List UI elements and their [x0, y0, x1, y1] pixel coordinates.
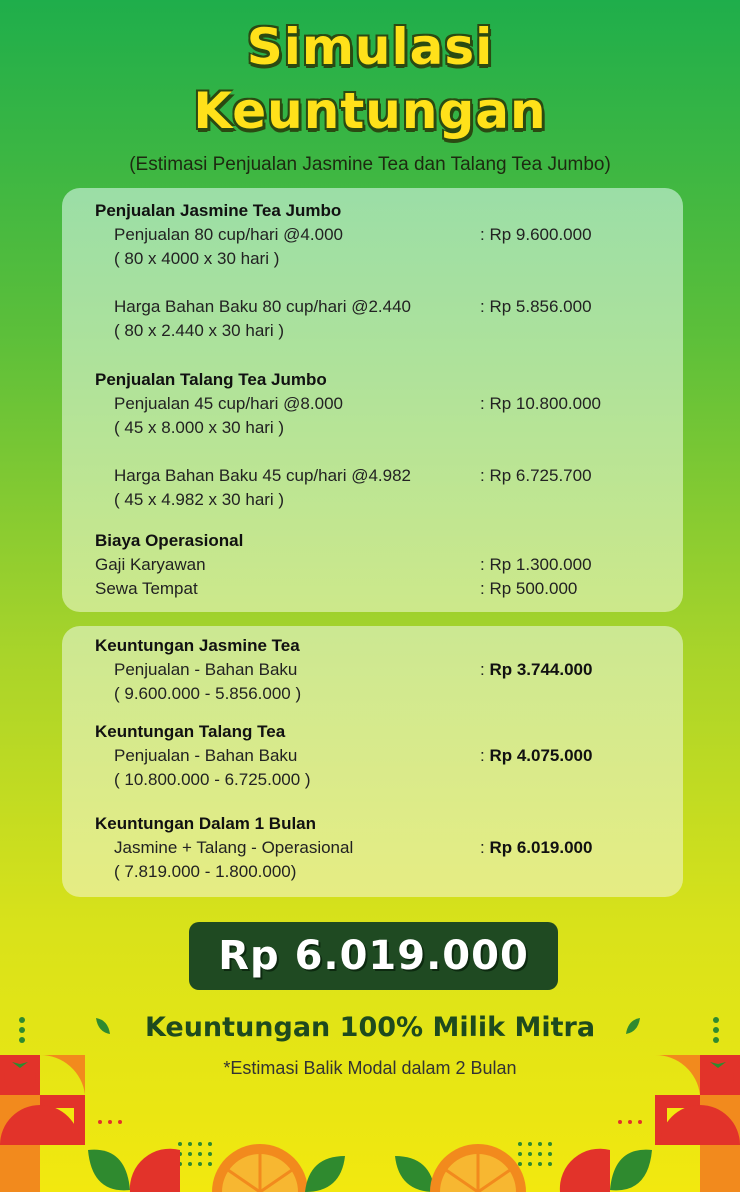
tagline: Keuntungan 100% Milik Mitra: [144, 1012, 596, 1043]
fruit-decoration: [0, 1010, 740, 1192]
month-profit-value: Rp 6.019.000: [489, 838, 593, 857]
talang-sales-heading: Penjualan Talang Tea Jumbo: [95, 370, 327, 389]
ops-salary-label: Gaji Karyawan: [95, 555, 206, 574]
jasmine-sales-value: : Rp 9.600.000: [480, 225, 592, 244]
talang-profit-formula: ( 10.800.000 - 6.725.000 ): [114, 770, 311, 789]
jasmine-cost-formula: ( 80 x 2.440 x 30 hari ): [114, 321, 285, 340]
talang-sales-formula: ( 45 x 8.000 x 30 hari ): [114, 418, 285, 437]
jasmine-sales-label: Penjualan 80 cup/hari @4.000: [114, 225, 343, 244]
jasmine-profit-label: Penjualan - Bahan Baku: [114, 660, 298, 679]
jasmine-sales-formula: ( 80 x 4000 x 30 hari ): [114, 249, 280, 268]
total-amount: Rp 6.019.000: [218, 933, 529, 979]
leaf-center-right-icon: [395, 1156, 435, 1192]
jasmine-cost-value: : Rp 5.856.000: [480, 297, 592, 316]
title-line2: Keuntungan: [193, 82, 547, 140]
jasmine-profit-value: Rp 3.744.000: [489, 660, 593, 679]
colon: :: [480, 838, 490, 857]
leaf-right-icon: [610, 1150, 652, 1191]
leaf-center-left-icon: [305, 1156, 345, 1192]
jasmine-cost-label: Harga Bahan Baku 80 cup/hari @2.440: [114, 297, 412, 316]
dots-right-icon: [713, 1017, 719, 1043]
payback-note: *Estimasi Balik Modal dalam 2 Bulan: [223, 1058, 517, 1078]
talang-cost-label: Harga Bahan Baku 45 cup/hari @4.982: [114, 466, 412, 485]
month-profit-value-row: [480, 838, 592, 858]
talang-sales-value: : Rp 10.800.000: [480, 394, 601, 413]
small-leaf-left-icon: [96, 1018, 110, 1034]
jasmine-profit-heading: Keuntungan Jasmine Tea: [95, 636, 300, 655]
talang-profit-heading: Keuntungan Talang Tea: [95, 722, 286, 741]
leaf-left-icon: [88, 1150, 130, 1191]
talang-cost-value: : Rp 6.725.700: [480, 466, 592, 485]
month-profit-heading: Keuntungan Dalam 1 Bulan: [95, 814, 317, 833]
ops-salary-value: : Rp 1.300.000: [480, 555, 592, 574]
ops-rent-value: : Rp 500.000: [480, 579, 578, 598]
jasmine-profit-value-row: [480, 660, 592, 680]
title-line1: Simulasi: [246, 18, 494, 76]
month-profit-label: Jasmine + Talang - Operasional: [114, 838, 354, 857]
month-profit-formula: ( 7.819.000 - 1.800.000): [114, 862, 297, 881]
total-badge: [189, 922, 558, 990]
talang-cost-formula: ( 45 x 4.982 x 30 hari ): [114, 490, 285, 509]
talang-profit-value: Rp 4.075.000: [489, 746, 593, 765]
ops-heading: Biaya Operasional: [95, 531, 244, 550]
jasmine-profit-formula: ( 9.600.000 - 5.856.000 ): [114, 684, 302, 703]
subtitle: (Estimasi Penjualan Jasmine Tea dan Talang Tea Jumbo): [129, 154, 611, 175]
colon: :: [480, 660, 490, 679]
ops-rent-label: Sewa Tempat: [95, 579, 198, 598]
colon: :: [480, 746, 490, 765]
talang-sales-label: Penjualan 45 cup/hari @8.000: [114, 394, 343, 413]
small-leaf-right-icon: [626, 1018, 640, 1034]
talang-profit-label: Penjualan - Bahan Baku: [114, 746, 298, 765]
jasmine-sales-heading: Penjualan Jasmine Tea Jumbo: [95, 201, 342, 220]
talang-profit-value-row: [480, 746, 592, 766]
dots-left-icon: [19, 1017, 25, 1043]
